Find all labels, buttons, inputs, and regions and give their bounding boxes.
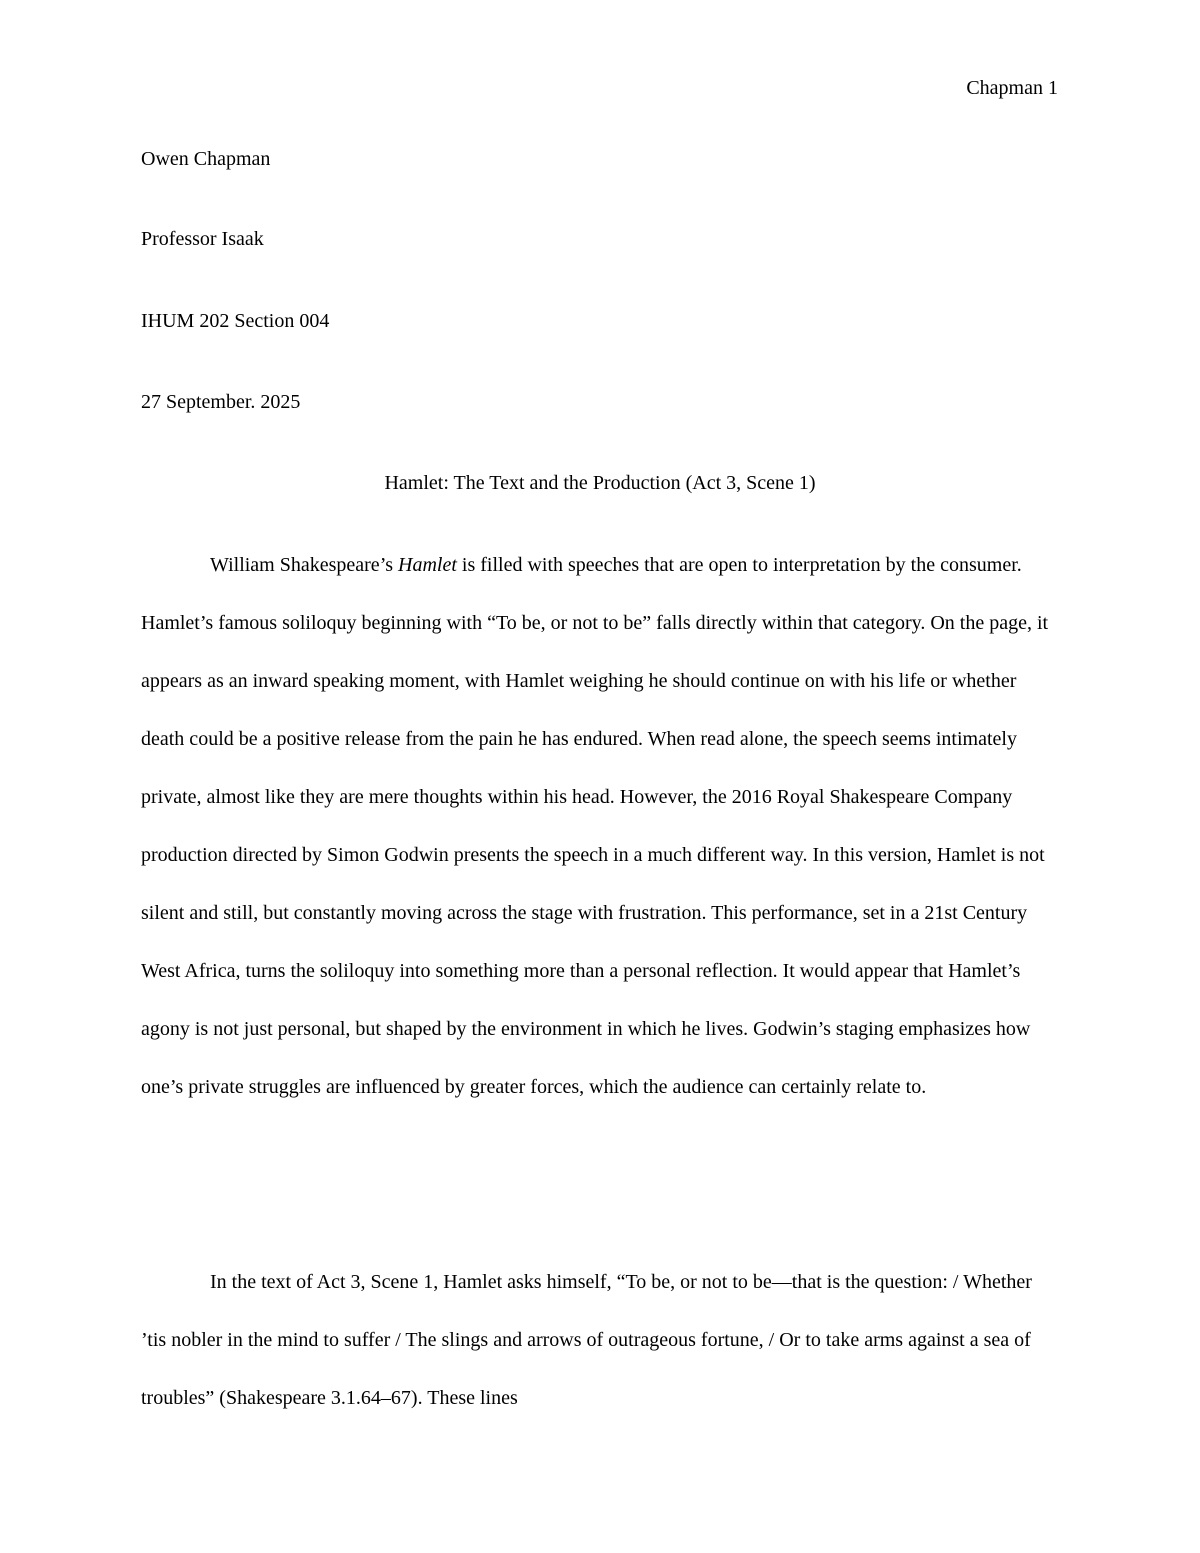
- instructor-name: Professor Isaak: [141, 228, 264, 250]
- play-title-italic: Hamlet: [398, 554, 457, 576]
- paragraph-text: William Shakespeare’s: [210, 554, 399, 576]
- paragraph-text: In the text of Act 3, Scene 1, Hamlet asks himself, “To be, or not to be—that is the question: / Whether ’tis nobler in the mind to suffer / The slings and arrows of outrageous fortune, / Or to take arms against a sea of troubles” (Shakespeare 3.1.64–67). These lines: [141, 1271, 1032, 1409]
- paragraph-text: is filled with speeches that are open to interpretation by the consumer. Hamlet’s famous soliloquy beginning with “To be, or not to be” falls directly within that category. On the page, it appears as an inward speaking moment, with Hamlet weighing he should continue on with his life or whether death could be a positive release from the pain he has endured. When read alone, the speech seems intimately private, almost like they are mere thoughts within his head. However, the 2016 Royal Shakespeare Company production directed by Simon Godwin presents the speech in a much different way. In this version, Hamlet is not silent and still, but constantly moving across the stage with frustration. This performance, set in a 21st Century West Africa, turns the soliloquy into something more than a personal reflection. It would appear that Hamlet’s agony is not just personal, but shaped by the environment in which he lives. Godwin’s staging emphasizes how one’s private struggles are influenced by greater forces, which the audience can certainly relate to.: [141, 554, 1049, 1098]
- body-paragraph-2: [141, 1253, 1051, 1427]
- author-name: Owen Chapman: [141, 148, 271, 170]
- body-paragraph-1: [141, 536, 1051, 1116]
- paper-date: 27 September. 2025: [141, 391, 301, 413]
- course-name: IHUM 202 Section 004: [141, 310, 330, 332]
- paper-title: Hamlet: The Text and the Production (Act 3, Scene 1): [384, 472, 816, 494]
- running-head: Chapman 1: [966, 77, 1058, 99]
